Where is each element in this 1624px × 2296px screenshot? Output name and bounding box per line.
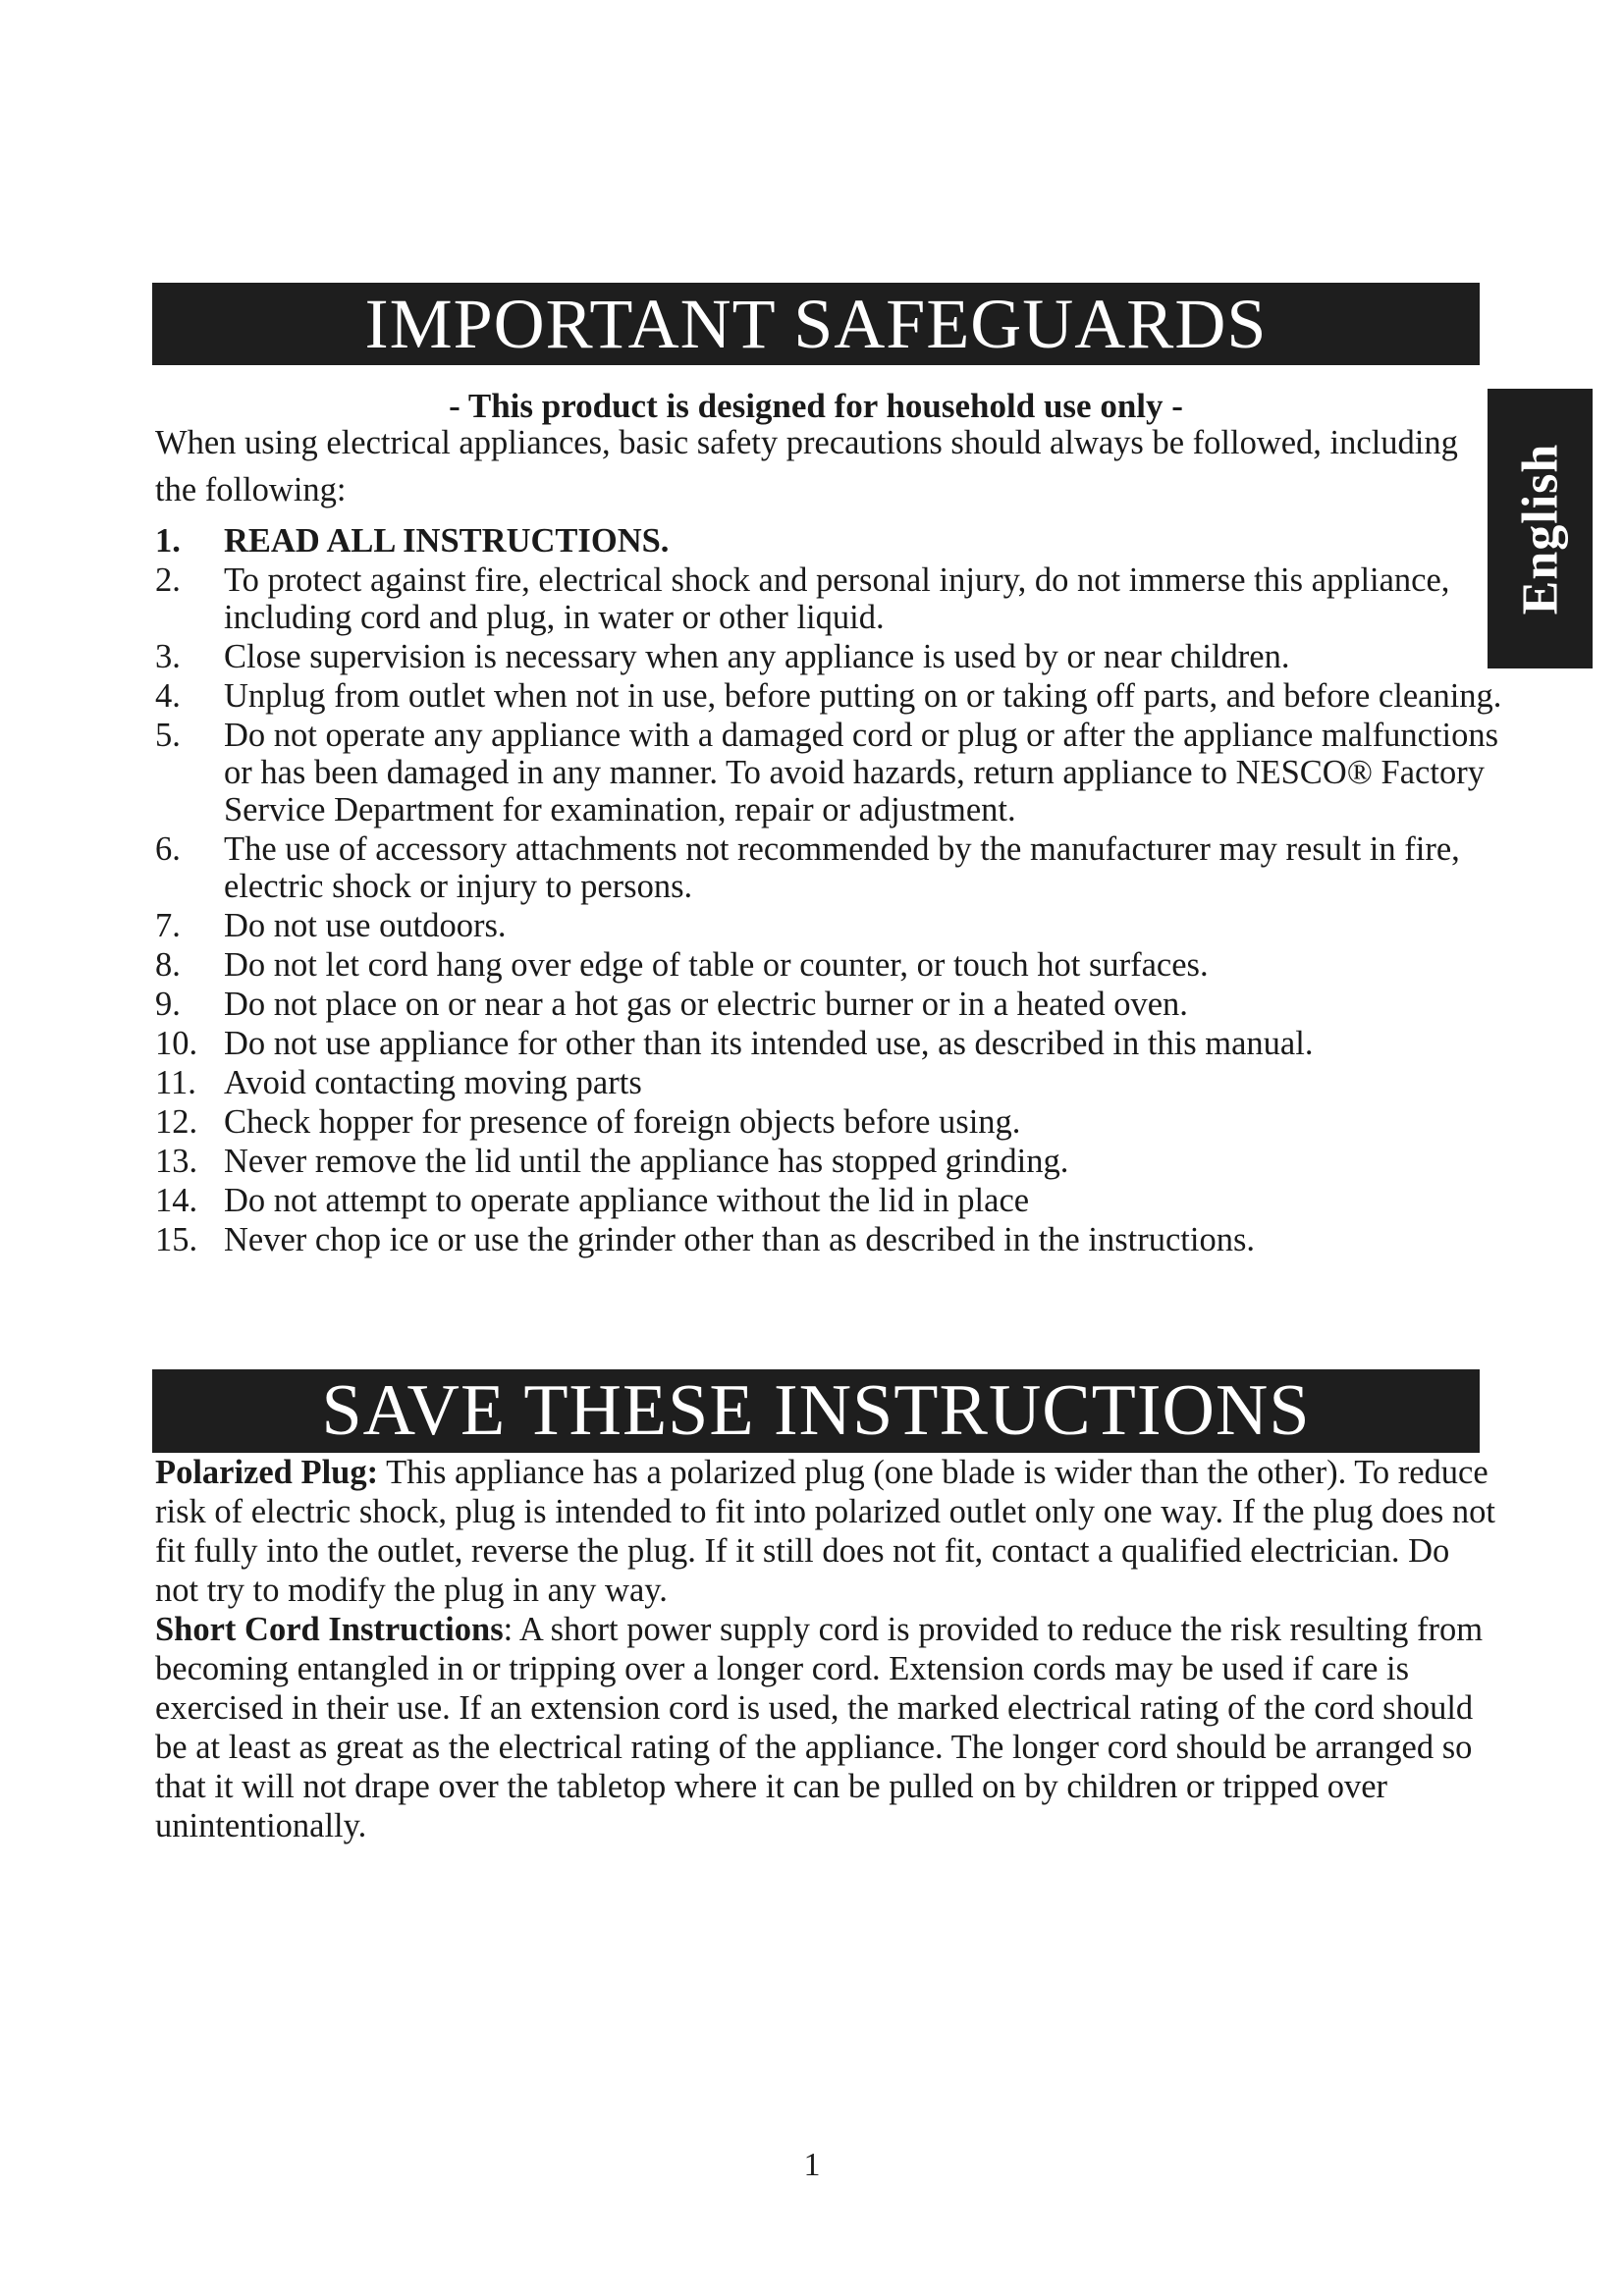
- item-number: 1.: [155, 522, 181, 560]
- list-item: [155, 986, 1510, 1023]
- list-item: [155, 561, 1510, 636]
- page-number: 1: [803, 2147, 821, 2183]
- item-text: Do not operate any appliance with a damaged cord or plug or after the appliance malfunctions or has been damaged in any manner. To avoid hazards, return appliance to NESCO® Factory Service Department for examination, repair or adjustment.: [224, 717, 1499, 828]
- item-text: Do not place on or near a hot gas or electric burner or in a heated oven.: [224, 986, 1188, 1023]
- list-item: [155, 830, 1510, 905]
- item-number: 4.: [155, 677, 181, 715]
- short-cord-label: Short Cord Instructions: [155, 1611, 504, 1648]
- item-number: 14.: [155, 1182, 198, 1219]
- safeguard-list: [155, 522, 1510, 1260]
- list-item: [155, 522, 1510, 560]
- item-text: Do not attempt to operate appliance without the lid in place: [224, 1182, 1030, 1219]
- item-text: Do not use outdoors.: [224, 907, 507, 944]
- item-number: 15.: [155, 1221, 198, 1258]
- important-safeguards-banner: [152, 283, 1480, 365]
- item-number: 8.: [155, 946, 181, 984]
- polarized-plug-text: This appliance has a polarized plug (one blade is wider than the other). To reduce risk of electric shock, plug is intended to fit into polarized outlet only one way. If the plug does not fit fully into the outlet, reverse the plug. If it still does not fit, contact a qualified electrician. Do not try to modify the plug in any way.: [155, 1454, 1495, 1609]
- item-number: 7.: [155, 907, 181, 944]
- item-text: READ ALL INSTRUCTIONS.: [224, 522, 670, 560]
- item-number: 11.: [155, 1064, 196, 1101]
- item-text: Check hopper for presence of foreign objects before using.: [224, 1103, 1021, 1141]
- polarized-plug-paragraph: [155, 1453, 1500, 1610]
- intro-paragraph: When using electrical appliances, basic safety precautions should always be followed, including the following:: [155, 424, 1458, 508]
- list-item: [155, 1025, 1510, 1062]
- list-item: [155, 677, 1510, 715]
- polarized-plug-label: Polarized Plug:: [155, 1454, 379, 1491]
- list-item: [155, 1064, 1510, 1101]
- item-text: Avoid contacting moving parts: [224, 1064, 642, 1101]
- short-cord-text: : A short power supply cord is provided to reduce the risk resulting from becoming entangled in or tripping over a longer cord. Extension cords may be used if care is exercised in their use. If an extension cord is used, the marked electrical rating of the cord should be at least as great as the electrical rating of the appliance. The longer cord should be arranged so that it will not drape over the tabletop where it can be pulled on by children or tripped over unintentionally.: [155, 1611, 1484, 1844]
- item-text: Close supervision is necessary when any appliance is used by or near children.: [224, 638, 1290, 675]
- item-number: 9.: [155, 986, 181, 1023]
- language-tab-label: English: [1512, 443, 1568, 614]
- plug-cord-section: [155, 1453, 1500, 1845]
- list-item: [155, 1221, 1510, 1258]
- item-text: Do not use appliance for other than its intended use, as described in this manual.: [224, 1025, 1314, 1062]
- item-text: Do not let cord hang over edge of table or counter, or touch hot surfaces.: [224, 946, 1209, 984]
- household-use-subtitle: - This product is designed for household use only -: [449, 387, 1183, 425]
- item-number: 13.: [155, 1143, 198, 1180]
- item-number: 6.: [155, 830, 181, 868]
- save-instructions-banner: [152, 1369, 1480, 1453]
- item-number: 3.: [155, 638, 181, 675]
- item-text: Never remove the lid until the appliance has stopped grinding.: [224, 1143, 1069, 1180]
- item-number: 2.: [155, 561, 181, 599]
- item-number: 10.: [155, 1025, 198, 1062]
- item-text: To protect against fire, electrical shock and personal injury, do not immerse this appliance, including cord and plug, in water or other liquid.: [224, 561, 1450, 636]
- item-number: 5.: [155, 717, 181, 754]
- short-cord-paragraph: [155, 1610, 1500, 1845]
- save-banner-title: SAVE THESE INSTRUCTIONS: [321, 1370, 1311, 1451]
- item-text: Never chop ice or use the grinder other than as described in the instructions.: [224, 1221, 1255, 1258]
- list-item: [155, 1143, 1510, 1180]
- item-text: The use of accessory attachments not recommended by the manufacturer may result in fire, electric shock or injury to persons.: [224, 830, 1460, 905]
- list-item: [155, 1182, 1510, 1219]
- item-number: 12.: [155, 1103, 198, 1141]
- item-text: Unplug from outlet when not in use, before putting on or taking off parts, and before cleaning.: [224, 677, 1502, 715]
- list-item: [155, 717, 1510, 828]
- list-item: [155, 1103, 1510, 1141]
- list-item: [155, 946, 1510, 984]
- list-item: [155, 907, 1510, 944]
- banner-title: IMPORTANT SAFEGUARDS: [364, 285, 1268, 363]
- list-item: [155, 638, 1510, 675]
